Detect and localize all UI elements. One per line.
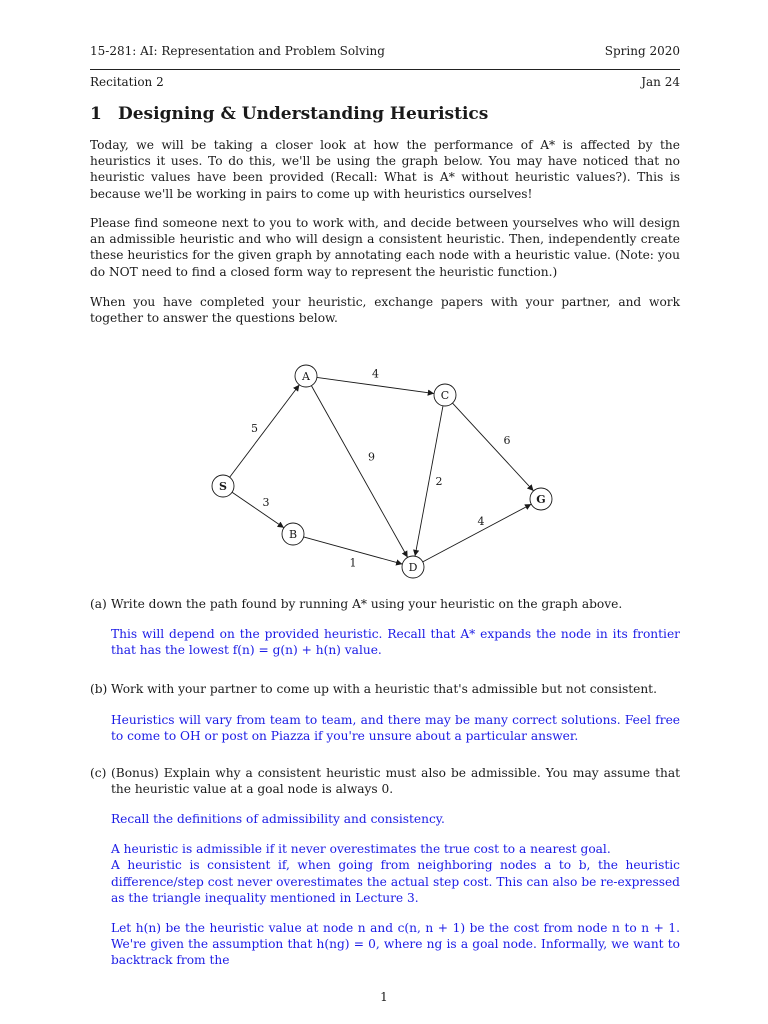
node-label-A: A: [302, 370, 310, 383]
question-c: [90, 765, 680, 797]
question-a-text: Write down the path found by running A* using your heuristic on the graph above.: [111, 597, 623, 611]
edge-weight-S-A: 5: [251, 422, 258, 435]
answer-c-recall: Recall the definitions of admissibility and consistency.: [111, 812, 445, 826]
answer-c-proof-start: Let h(n) be the heuristic value at node n and c(n, n + 1) be the cost from node n to n + 1. We're given the assumption that h(ng) = 0, where ng is a goal node. Informally, we want to backtrack from the: [111, 921, 680, 968]
term: Spring 2020: [604, 44, 680, 58]
question-a-label: (a): [90, 597, 107, 611]
answer-a: [111, 626, 680, 672]
edge-S-A: [230, 385, 300, 477]
answer-c: [111, 811, 680, 983]
recitation-label: Recitation 2: [90, 75, 164, 89]
section-title: Designing & Understanding Heuristics: [118, 104, 489, 124]
answer-b: [111, 712, 680, 758]
question-c-label: (c): [90, 766, 107, 780]
edge-weight-S-B: 3: [262, 496, 270, 509]
node-label-B: B: [288, 528, 298, 541]
intro-paragraph-1: Today, we will be taking a closer look at how the performance of A* is affected by the heuristics it uses. To do this, we'll be using the graph below. You may have noticed that no heuristic values have been provided (Recall: What is A* without heuristic values?). This is because we'll be working in pairs to come up with heuristics ourselves!: [90, 138, 680, 201]
node-label-D: D: [408, 561, 418, 574]
edge-weight-C-D: 2: [435, 475, 443, 488]
node-label-G: G: [536, 493, 546, 506]
intro-paragraph-2: Please find someone next to you to work with, and decide between yourselves who will design an admissible heuristic and who will design a consistent heuristic. Then, independently create these heuristics for the given graph by annotating each node with a heuristic value. (Note: you do NOT need to find a closed form way to represent the heuristic function.): [90, 216, 680, 279]
edge-S-B: [232, 492, 284, 528]
section-number: 1: [90, 104, 102, 124]
edge-weight-D-G: 4: [477, 515, 485, 528]
edge-weight-B-D: 1: [349, 556, 357, 570]
intro-paragraph-3: When you have completed your heuristic, exchange papers with your partner, and work together to answer the questions below.: [90, 295, 680, 326]
course-title: 15-281: AI: Representation and Problem Solving: [90, 44, 385, 58]
edge-weight-A-C: 4: [372, 367, 379, 381]
edge-A-D: [311, 386, 407, 558]
edge-C-G: [452, 403, 533, 491]
question-b-label: (b): [90, 682, 108, 696]
answer-c-consistent-def: A heuristic is consistent if, when going from neighboring nodes a to b, the heuristic difference/step cost never overestimates the actual step cost. This can also be re-expressed as the triangle inequality mentioned in Lecture 3.: [111, 858, 680, 905]
question-c-text: (Bonus) Explain why a consistent heuristic must also be admissible. You may assume that the heuristic value at a goal node is always 0.: [111, 766, 680, 797]
question-b-text: Work with your partner to come up with a heuristic that's admissible but not consistent.: [111, 682, 657, 696]
page-number: 1: [380, 990, 388, 1004]
question-b: [90, 681, 680, 697]
node-label-S: S: [219, 480, 227, 493]
answer-b-text: Heuristics will vary from team to team, and there may be many correct solutions. Feel free to come to OH or post on Piazza if you're unsure about a particular answer.: [111, 713, 680, 744]
question-a: [90, 596, 680, 612]
node-label-C: C: [440, 389, 450, 402]
date: Jan 24: [641, 75, 680, 89]
edge-weight-A-D: 9: [368, 450, 375, 464]
edge-D-G: [423, 504, 532, 562]
answer-a-text: This will depend on the provided heuristic. Recall that A* expands the node in its frontier that has the lowest f(n) = g(n) + h(n) value.: [111, 627, 680, 658]
answer-c-admissible-def: A heuristic is admissible if it never overestimates the true cost to a nearest goal.: [111, 842, 611, 857]
edge-weight-C-G: 6: [503, 434, 511, 447]
